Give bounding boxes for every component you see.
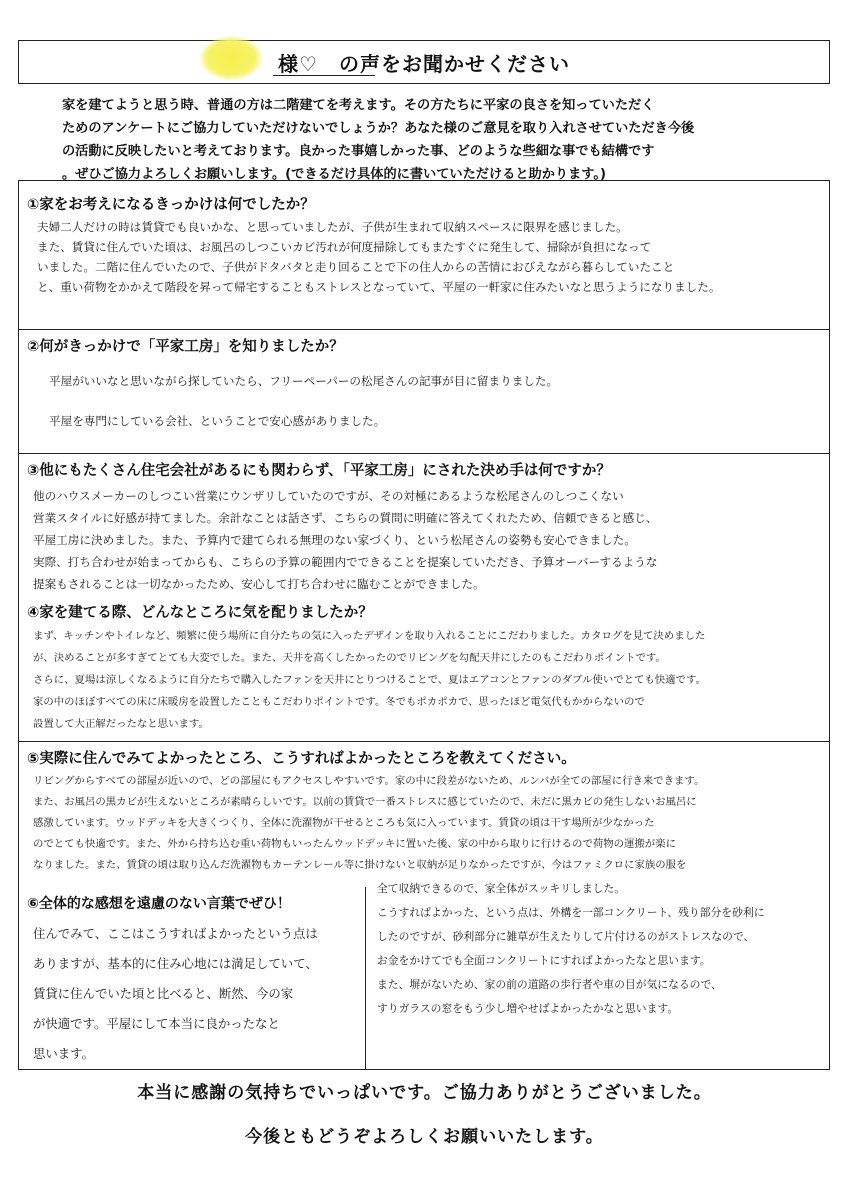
title-box <box>18 40 830 84</box>
answer-line: まず、キッチンやトイレなど、頻繁に使う場所に自分たちの気に入ったデザインを取り入れることにこだわりました。カタログを見て決めました <box>33 630 706 642</box>
answer-2 <box>49 361 558 441</box>
intro-line: 。ぜひご協力よろしくお願いします。(できるだけ具体的に書いていただけると助かります。) <box>62 167 607 182</box>
answer-line: 夫婦二人だけの時は賃貸でも良いかな、と思っていましたが、子供が生まれて収納スペースに限界を感じました。 <box>37 220 628 234</box>
closing-regards: 今後ともどうぞよろしくお願いいたします。 <box>245 1127 604 1147</box>
question-3: ③他にもたくさん住宅会社があるにも関わらず、「平家工房」にされた決め手は何ですか？ <box>27 463 611 479</box>
divider <box>19 741 829 742</box>
question-2: ②何がきっかけで「平家工房」を知りましたか？ <box>27 339 344 355</box>
answer-line: が、決めることが多すぎてとても大変でした。また、天井を高くしたかったのでリビングを勾配天井にしたのもこだわりポイントです。 <box>33 652 666 664</box>
answer-line: 感激しています。ウッドデッキを大きくつくり、全体に洗濯物が干せるところも気に入っています。賃貸の頃は干す場所が少なかった <box>33 817 655 829</box>
answer-line: のでとても快適です。また、外から持ち込む重い荷物もいったんウッドデッキに置いた後、家の中から取りに行けるので荷物の運搬が楽に <box>33 838 676 850</box>
answer-line: 全て収納できるので、家全体がスッキリしました。 <box>377 882 626 895</box>
answer-line: また、お風呂の黒カビが生えないところが素晴らしいです。以前の賃貸で一番ストレスに感じていたので、未だに黒カビの発生しないお風呂に <box>33 796 697 808</box>
survey-frame <box>18 180 830 1070</box>
question-5: ⑤実際に住んでみてよかったところ、こうすればよかったところを教えてください。 <box>27 751 576 767</box>
answer-line: なりました。また、賃貸の頃は取り込んだ洗濯物もカーテンレール等に掛けないと収納が足りなかったですが、今はファミクロに家族の服を <box>33 859 687 871</box>
answer-1 <box>37 217 720 297</box>
question-4: ④家を建てる際、どんなところに気を配りましたか？ <box>27 605 373 621</box>
answer-line: 営業スタイルに好感が持てました。余計なことは話さず、こちらの質問に明確に答えてくれたため、信頼できると感じ、 <box>33 511 658 525</box>
intro-text <box>62 94 792 186</box>
answer-line: と、重い荷物をかかえて階段を昇って帰宅することもストレスとなっていて、平屋の一軒家に住みたいなと思うようになりました。 <box>37 280 721 294</box>
answer-line: お金をかけてでも全面コンクリートにすればよかったなと思います。 <box>377 954 711 967</box>
answer-4 <box>33 625 706 735</box>
question-1: ①家をお考えになるきっかけは何でしたか？ <box>27 197 315 213</box>
answer-line: 住んでみて、ここはこうすればよかったという点は <box>33 926 318 941</box>
closing-thanks: 本当に感謝の気持ちでいっぱいです。ご協力ありがとうございました。 <box>137 1083 712 1103</box>
intro-line: ためのアンケートにご協力していただけないでしょうか？あなた様のご意見を取り入れさせていただき今後 <box>62 121 695 136</box>
answer-line: さらに、夏場は涼しくなるように自分たちで購入したファンを天井にとりつけることで、夏はエアコンとファンのダブル使いでとても快適です。 <box>33 674 706 686</box>
answer-6 <box>33 919 318 1069</box>
answer-line: また、塀がないため、家の前の道路の歩行者や車の目が気になるので、 <box>377 978 722 991</box>
column-divider <box>365 887 366 1069</box>
answer-line: 賃貸に住んでいた頃と比べると、断然、今の家 <box>33 986 294 1001</box>
answer-line: 平屋がいいなと思いながら探していたら、フリーペーパーの松尾さんの記事が目に留まりました。 <box>49 374 559 388</box>
intro-line: の活動に反映したいと考えております。良かった事嬉しかった事、どのような些細な事でも結構です <box>62 144 655 159</box>
answer-5-good <box>33 771 704 876</box>
page-title: 様♡ の声をお聞かせください <box>278 52 570 76</box>
redacted-name <box>200 36 262 80</box>
answer-line: ありますが、基本的に住み心地には満足していて、 <box>33 956 318 971</box>
answer-line: 実際、打ち合わせが始まってからも、こちらの予算の範囲内でできることを提案していただき、予算オーバーするような <box>33 555 658 569</box>
answer-line: 他のハウスメーカーのしつこい営業にウンザリしていたのですが、その対極にあるような松尾さんのしつこくない <box>33 489 624 503</box>
answer-line: 提案もされることは一切なかったため、安心して打ち合わせに臨むことができました。 <box>33 577 485 591</box>
answer-5-improve <box>377 877 765 1021</box>
answer-line: したのですが、砂利部分に雑草が生えたりして片付けるのがストレスなので、 <box>377 930 755 943</box>
answer-line: すりガラスの窓をもう少し増やせばよかったかなと思います。 <box>377 1002 679 1015</box>
intro-line: 家を建てようと思う時、普通の方は二階建てを考えます。その方たちに平家の良さを知っていただく <box>62 98 655 113</box>
answer-line: こうすればよかった、という点は、外構を一部コンクリート、残り部分を砂利に <box>377 906 765 919</box>
divider <box>19 453 829 454</box>
answer-line: また、賃貸に住んでいた頃は、お風呂のしつこいカビ汚れが何度掃除してもまたすぐに発生して、掃除が負担になって <box>37 240 652 254</box>
answer-line: 平屋を専門にしている会社、ということで安心感がありました。 <box>49 414 386 428</box>
answer-line: リビングからすべての部屋が近いので、どの部屋にもアクセスしやすいです。家の中に段差がないため、ルンバが全ての部屋に行き来できます。 <box>33 775 705 787</box>
answer-line: 家の中のほぼすべての床に床暖房を設置したこともこだわりポイントです。冬でもポカポカで、思ったほど電気代もかからないので <box>33 696 645 708</box>
answer-line: 設置して大正解だったなと思います。 <box>33 718 209 730</box>
answer-line: 平屋工房に決めました。また、予算内で建てられる無理のない家づくり、という松尾さんの姿勢も安心できました。 <box>33 533 636 547</box>
answer-line: が快適です。平屋にして本当に良かったなと <box>33 1016 280 1031</box>
answer-line: いました。二階に住んでいたので、子供がドタバタと走り回ることで下の住人からの苦情におびえながら暮らしていたこと <box>37 260 675 274</box>
answer-line: 思います。 <box>33 1046 94 1061</box>
divider <box>19 329 829 330</box>
question-6: ⑥全体的な感想を遠慮のない言葉でぜひ！ <box>27 896 291 912</box>
answer-3 <box>33 485 657 595</box>
